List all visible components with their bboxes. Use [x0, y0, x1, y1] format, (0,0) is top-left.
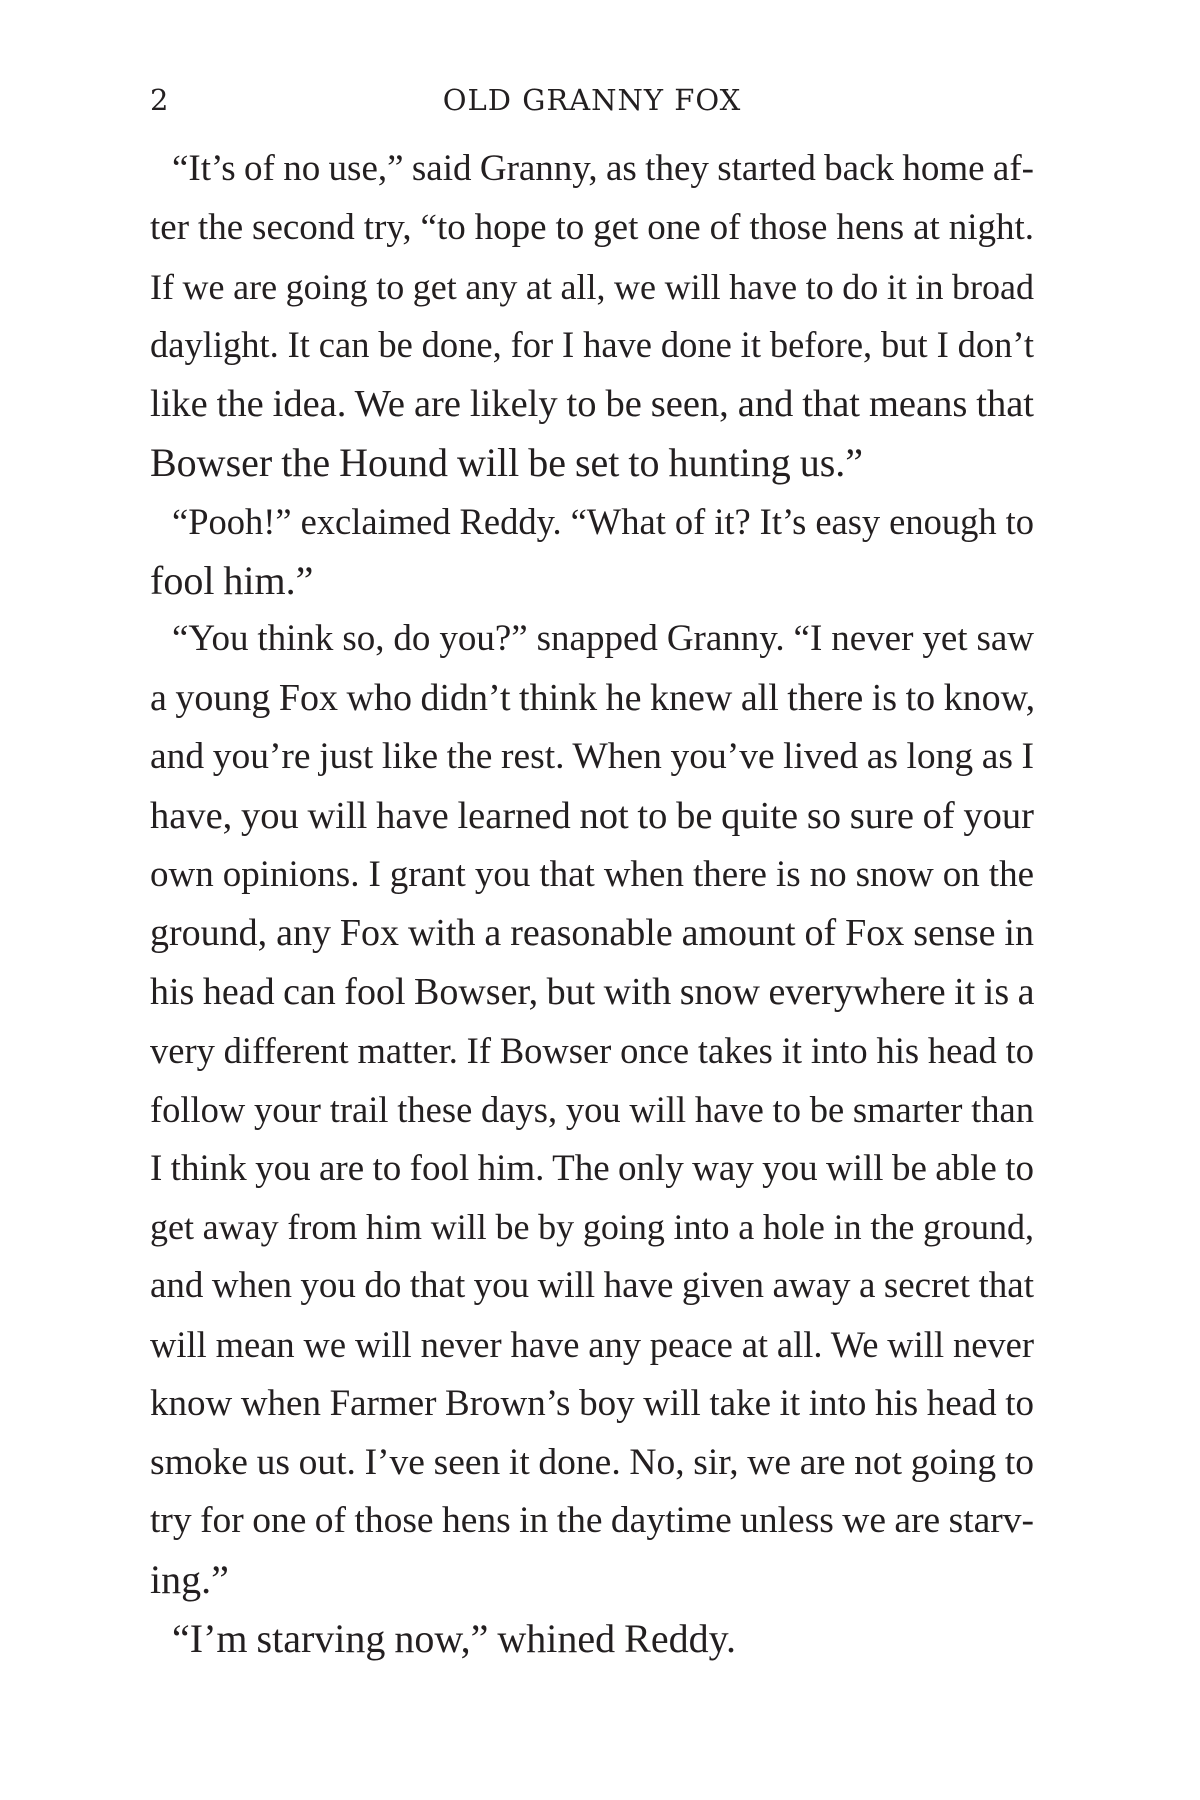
page-number: 2 [150, 83, 169, 117]
text-line: have, you will have learned not to be quite so sure of your [150, 794, 1034, 837]
text-line: ter the second try, “to hope to get one of those hens at night. [150, 206, 1034, 248]
text-line: Bowser the Hound will be set to hunting us.” [150, 439, 864, 485]
text-line: follow your trail these days, you will have to be smarter than [150, 1088, 1034, 1130]
text-line: very different matter. If Bowser once takes it into his head to [150, 1029, 1034, 1071]
text-line: and you’re just like the rest. When you’ve lived as long as I [150, 735, 1034, 777]
running-title: OLD GRANNY FOX [442, 83, 742, 117]
text-line: own opinions. I grant you that when there is no snow on the [150, 853, 1034, 895]
text-line: like the idea. We are likely to be seen, and that means that [150, 383, 1034, 426]
text-line: I think you are to fool him. The only way you will be able to [150, 1147, 1034, 1189]
text-line: try for one of those hens in the daytime unless we are starv- [150, 1500, 1034, 1542]
text-line: will mean we will never have any peace at all. We will never [150, 1323, 1034, 1365]
text-line: daylight. It can be done, for I have done it before, but I don’t [150, 324, 1034, 366]
text-line: “It’s of no use,” said Granny, as they started back home af- [172, 148, 1034, 189]
text-line: know when Farmer Brown’s boy will take it into his head to [150, 1382, 1034, 1424]
text-line: smoke us out. I’ve seen it done. No, sir, we are not going to [150, 1441, 1034, 1483]
text-line: his head can fool Bowser, but with snow everywhere it is a [150, 971, 1035, 1014]
text-line: ing.” [150, 1557, 229, 1603]
text-line: “Pooh!” exclaimed Reddy. “What of it? It’s easy enough to [172, 500, 1034, 542]
text-line: ground, any Fox with a reasonable amount of Fox sense in [150, 912, 1034, 955]
running-head [150, 80, 1034, 120]
text-line: “You think so, do you?” snapped Granny. “I never yet saw [172, 618, 1034, 660]
text-line: If we are going to get any at all, we will have to do it in broad [150, 266, 1034, 307]
text-line: a young Fox who didn’t think he knew all there is to know, [150, 677, 1036, 720]
text-line: and when you do that you will have given away a secret that [150, 1265, 1034, 1307]
text-line: fool him.” [150, 557, 314, 603]
body-text [150, 140, 1034, 1669]
text-line: “I’m starving now,” whined Reddy. [172, 1615, 737, 1661]
text-line: get away from him will be by going into a hole in the ground, [150, 1207, 1034, 1248]
